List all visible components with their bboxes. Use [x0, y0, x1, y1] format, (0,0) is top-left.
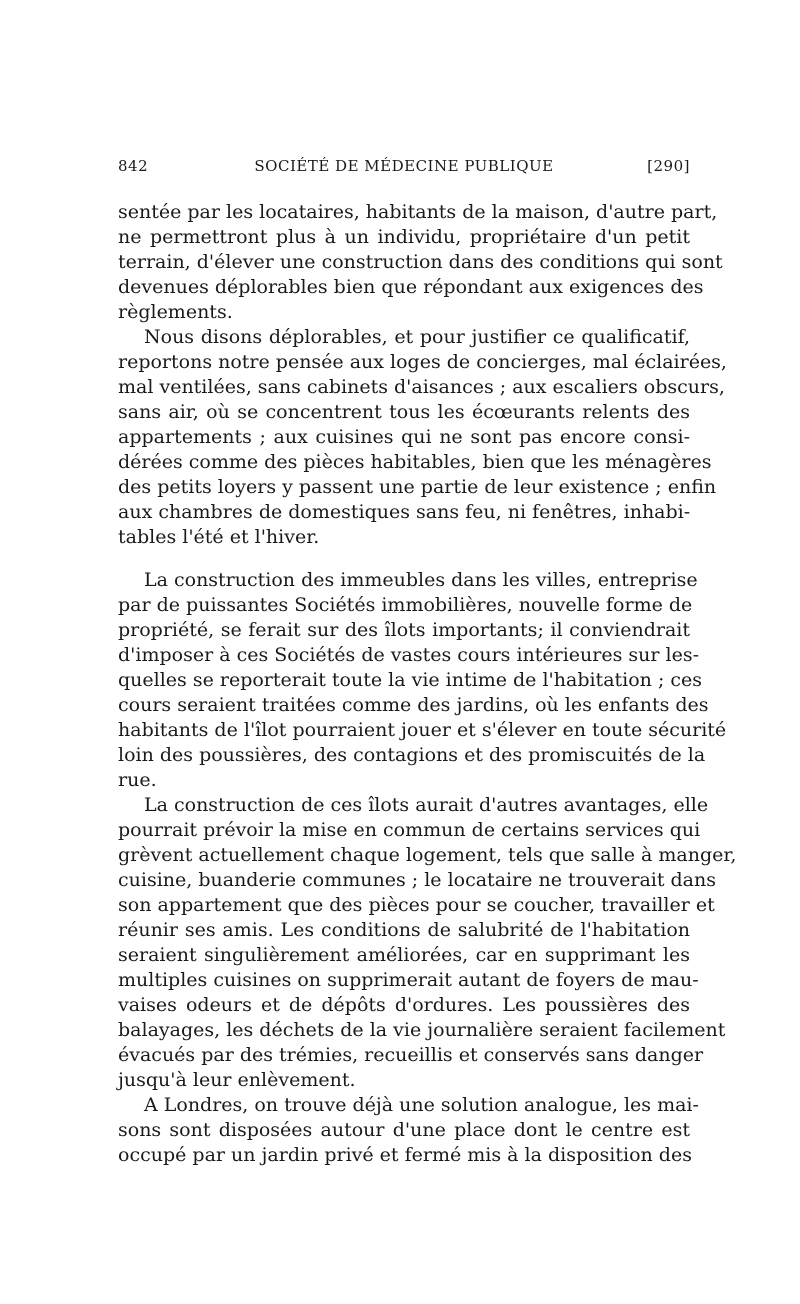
- text-line: A Londres, on trouve déjà une solution analogue, les mai-: [144, 1094, 699, 1116]
- page-reference: [290]: [647, 157, 690, 175]
- text-line: habitants de l'îlot pourraient jouer et s'élever en toute sécurité: [118, 719, 727, 741]
- text-line: son appartement que des pièces pour se coucher, travailler et: [118, 894, 715, 916]
- text-line: devenues déplorables bien que répondant aux exigences des: [118, 276, 704, 298]
- text-block-2: [118, 568, 737, 1168]
- text-line: Nous disons déplorables, et pour justifier ce qualificatif,: [144, 326, 690, 348]
- text-line: ne permettront plus à un individu, propriétaire d'un petit: [118, 226, 690, 248]
- page-number: 842: [118, 157, 149, 175]
- text-line: cours seraient traitées comme des jardins, où les enfants des: [118, 694, 709, 716]
- text-line: appartements ; aux cuisines qui ne sont pas encore consi-: [118, 426, 690, 448]
- text-line: sans air, où se concentrent tous les écœurants relents des: [118, 401, 690, 423]
- text-line: terrain, d'élever une construction dans des conditions qui sont: [118, 251, 723, 273]
- text-line: seraient singulièrement améliorées, car en supprimant les: [118, 944, 690, 966]
- text-line: grèvent actuellement chaque logement, tels que salle à manger,: [118, 844, 737, 866]
- text-line: réunir ses amis. Les conditions de salubrité de l'habitation: [118, 919, 690, 941]
- text-line: règlements.: [118, 301, 233, 323]
- text-line: jusqu'à leur enlèvement.: [118, 1069, 356, 1091]
- text-line: multiples cuisines on supprimerait autant de foyers de mau-: [118, 969, 699, 991]
- running-title: SOCIÉTÉ DE MÉDECINE PUBLIQUE: [254, 157, 554, 175]
- text-line: sentée par les locataires, habitants de la maison, d'autre part,: [118, 201, 718, 223]
- text-line: dérées comme des pièces habitables, bien que les ménagères: [118, 451, 712, 473]
- running-head: [118, 157, 690, 181]
- text-line: mal ventilées, sans cabinets d'aisances ; aux escaliers obscurs,: [118, 376, 725, 398]
- text-line: par de puissantes Sociétés immobilières, nouvelle forme de: [118, 594, 693, 616]
- text-line: cuisine, buanderie communes ; le locataire ne trouverait dans: [118, 869, 716, 891]
- text-line: reportons notre pensée aux loges de concierges, mal éclairées,: [118, 351, 727, 373]
- text-line: vaises odeurs et de dépôts d'ordures. Les poussières des: [118, 994, 690, 1016]
- text-line: pourrait prévoir la mise en commun de certains services qui: [118, 819, 701, 841]
- text-line: évacués par des trémies, recueillis et conservés sans danger: [118, 1044, 704, 1066]
- text-line: La construction des immeubles dans les villes, entreprise: [144, 569, 698, 591]
- text-line: tables l'été et l'hiver.: [118, 526, 320, 548]
- text-line: occupé par un jardin privé et fermé mis à la disposition des: [118, 1144, 692, 1166]
- text-line: La construction de ces îlots aurait d'autres avantages, elle: [144, 794, 709, 816]
- text-line: d'imposer à ces Sociétés de vastes cours intérieures sur les-: [118, 644, 699, 666]
- text-line: sons sont disposées autour d'une place dont le centre est: [118, 1119, 690, 1141]
- text-line: propriété, se ferait sur des îlots importants; il conviendrait: [118, 619, 690, 641]
- text-line: balayages, les déchets de la vie journalière seraient facilement: [118, 1019, 726, 1041]
- text-line: loin des poussières, des contagions et des promiscuités de la: [118, 744, 706, 766]
- text-line: aux chambres de domestiques sans feu, ni fenêtres, inhabi-: [118, 501, 691, 523]
- text-block-1: [118, 200, 727, 550]
- text-line: rue.: [118, 769, 157, 791]
- text-line: quelles se reporterait toute la vie intime de l'habitation ; ces: [118, 669, 703, 691]
- text-line: des petits loyers y passent une partie de leur existence ; enfin: [118, 476, 717, 498]
